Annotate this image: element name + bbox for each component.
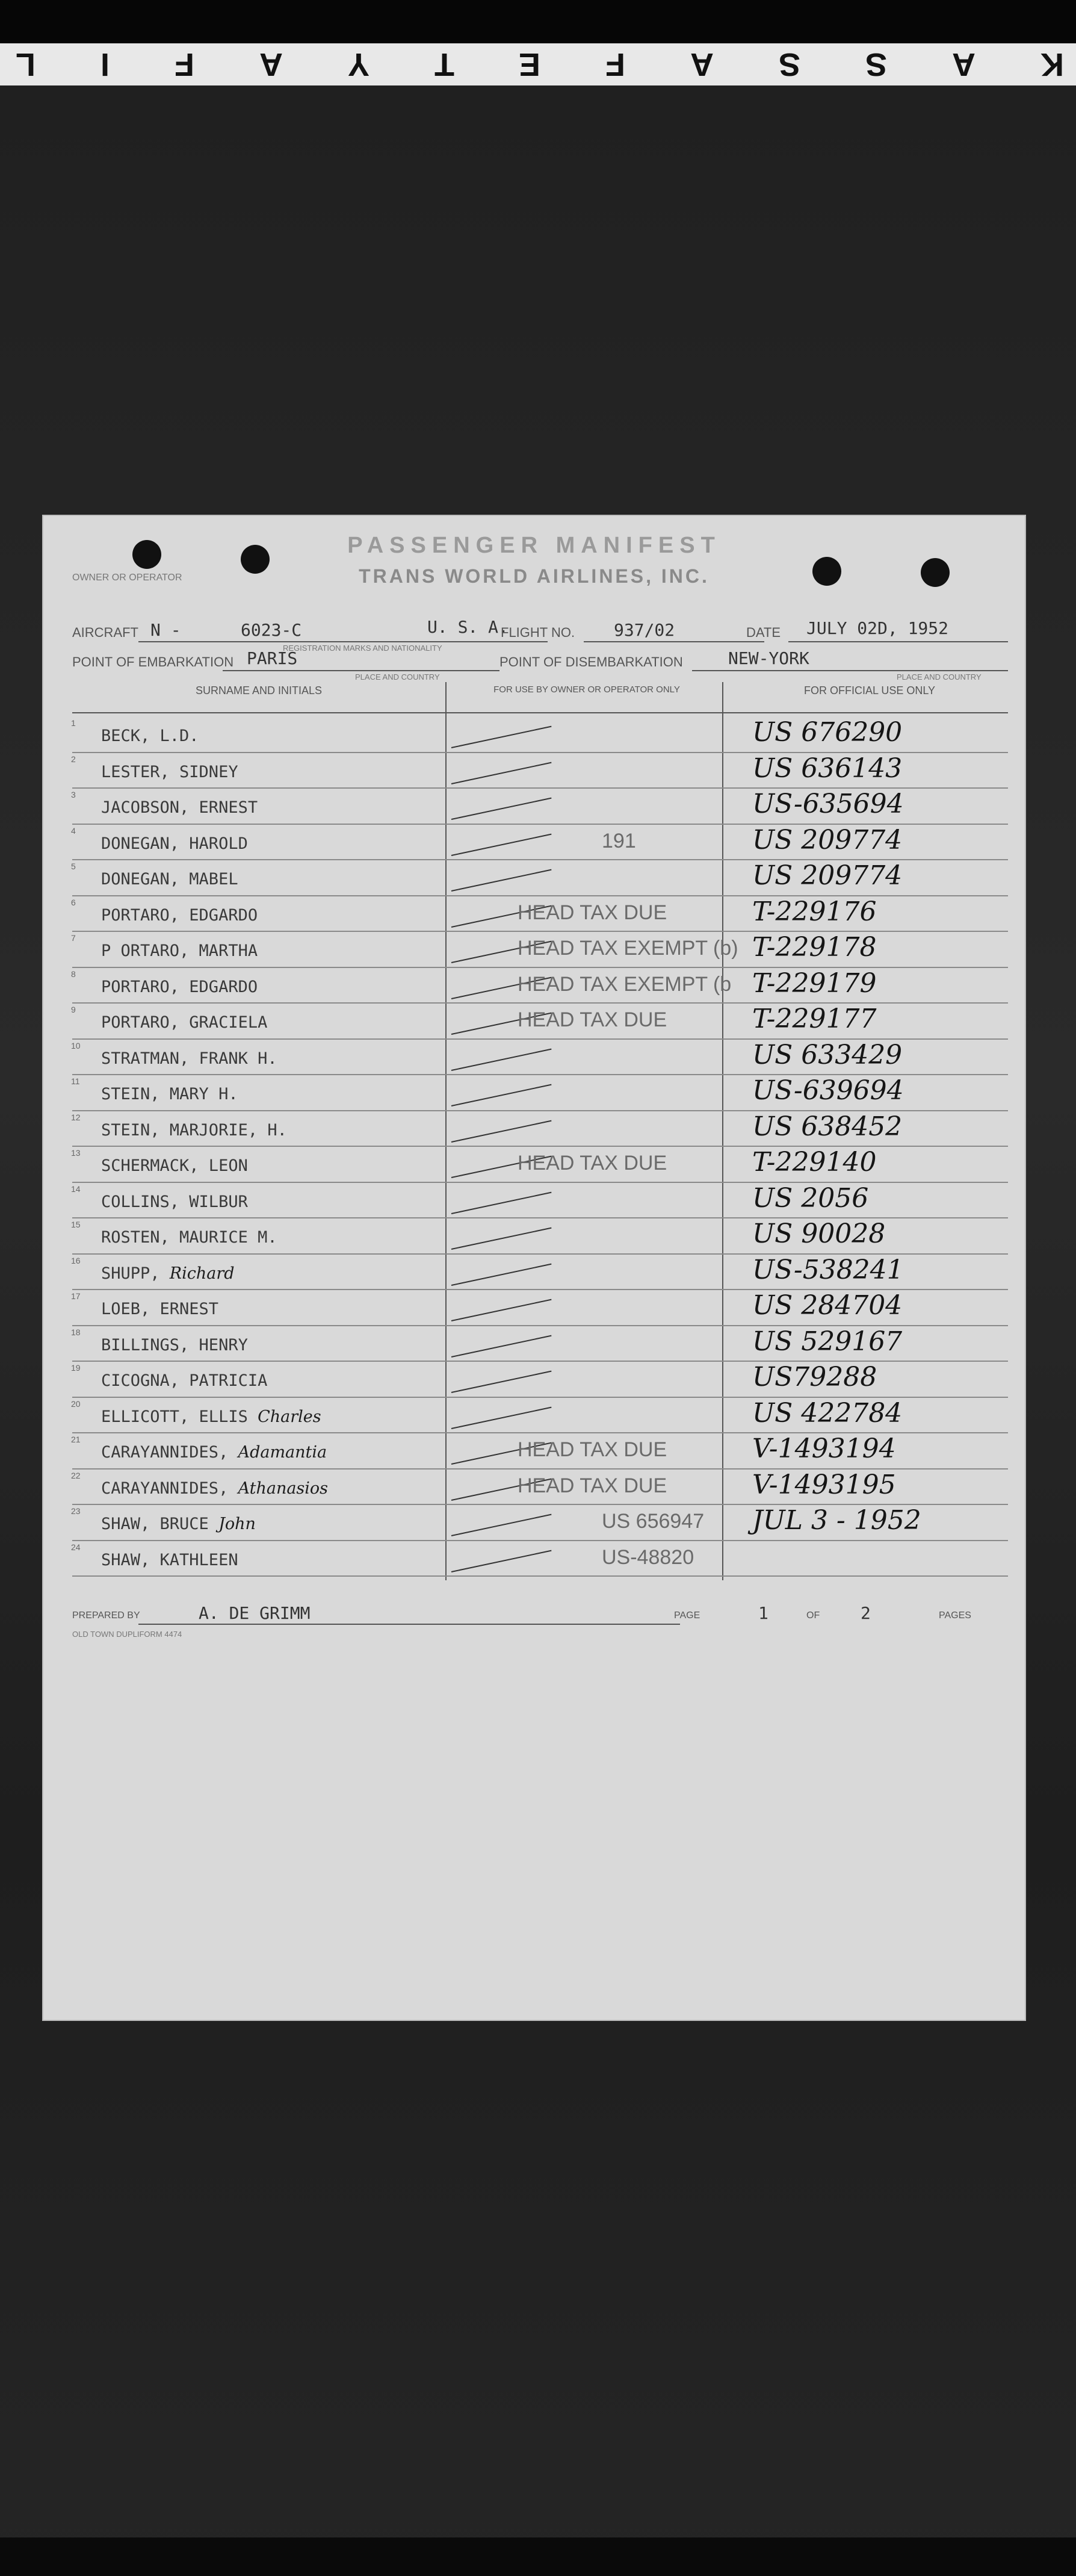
- passenger-name-typed: LESTER, SIDNEY: [101, 762, 238, 781]
- passenger-name-typed: CARAYANNIDES,: [101, 1479, 238, 1498]
- prepared-by: A. DE GRIMM: [199, 1603, 311, 1623]
- film-strip-letter: F: [170, 46, 194, 82]
- passenger-name: [101, 1515, 256, 1533]
- film-strip-letter: S: [775, 46, 801, 82]
- check-mark: [451, 869, 552, 892]
- airline-name: TRANS WORLD AIRLINES, INC.: [359, 565, 710, 587]
- passenger-name: [101, 763, 238, 781]
- date-value: JULY 02D, 1952: [806, 618, 949, 638]
- row-number: 7: [71, 933, 76, 943]
- official-number: US-635694: [752, 789, 904, 819]
- official-number: US 90028: [752, 1218, 886, 1249]
- passenger-name: [101, 978, 258, 996]
- passenger-name: [101, 1193, 248, 1211]
- check-mark: [451, 1120, 552, 1142]
- owner-note: HEAD TAX DUE: [518, 1474, 667, 1497]
- date-label: DATE: [746, 625, 781, 640]
- row-number: 4: [71, 825, 76, 836]
- official-number: US 638452: [752, 1111, 903, 1142]
- embark-label: POINT OF EMBARKATION: [72, 654, 234, 669]
- official-number: US 2056: [752, 1182, 869, 1214]
- check-mark: [451, 1227, 552, 1250]
- official-number: T-229178: [752, 932, 877, 963]
- column-divider: [722, 682, 723, 1580]
- check-mark: [451, 1335, 552, 1357]
- embark-value: PARIS: [247, 648, 298, 668]
- passenger-name: [101, 1300, 218, 1318]
- disembark-underline: [692, 670, 1008, 671]
- passenger-name-typed: ROSTEN, MAURICE M.: [101, 1228, 277, 1247]
- row-rule: [72, 1540, 1008, 1541]
- row-number: 23: [71, 1506, 81, 1516]
- passenger-name: [101, 1371, 267, 1390]
- passenger-name-typed: PORTARO, GRACIELA: [101, 1013, 268, 1032]
- passenger-name-typed: LOEB, ERNEST: [101, 1300, 219, 1318]
- passenger-name: [101, 906, 258, 925]
- prepared-label: PREPARED BY: [72, 1610, 140, 1621]
- check-mark: [451, 1084, 552, 1106]
- row-number: 9: [71, 1005, 76, 1014]
- passenger-table: [72, 682, 1008, 1580]
- row-number: 8: [71, 969, 76, 979]
- passenger-name: [101, 1085, 238, 1103]
- film-strip-letter: Y: [344, 46, 369, 82]
- film-edge-strip: [0, 43, 1076, 85]
- manifest-page: [42, 515, 1026, 2021]
- row-number: 2: [71, 754, 76, 764]
- check-mark: [451, 1550, 552, 1572]
- row-number: 6: [71, 897, 76, 907]
- official-number: US 636143: [752, 753, 903, 784]
- disembark-value: NEW-YORK: [728, 648, 809, 668]
- passenger-name-typed: ELLICOTT, ELLIS: [101, 1407, 258, 1426]
- official-number: US-639694: [752, 1075, 904, 1106]
- flight-label: FLIGHT NO.: [501, 625, 575, 640]
- official-number: US 209774: [752, 860, 903, 891]
- row-number: 21: [71, 1435, 81, 1444]
- aircraft-prefix: N -: [150, 620, 181, 640]
- official-number: JUL 3 - 1952: [752, 1505, 921, 1536]
- row-number: 15: [71, 1220, 81, 1229]
- film-strip-letter: A: [948, 46, 976, 82]
- official-number: US 284704: [752, 1290, 903, 1321]
- film-border-top: [0, 0, 1076, 43]
- official-number: US 676290: [752, 717, 903, 748]
- film-strip-letter: L: [12, 46, 36, 82]
- passenger-name: [101, 1407, 321, 1426]
- row-number: 18: [71, 1327, 81, 1337]
- check-mark: [451, 1048, 552, 1070]
- passenger-name: [101, 1479, 328, 1498]
- passenger-name: [101, 870, 238, 889]
- passenger-name-typed: BILLINGS, HENRY: [101, 1335, 248, 1355]
- official-number: US 633429: [752, 1039, 903, 1070]
- official-number: US 209774: [752, 824, 903, 855]
- row-number: 1: [71, 718, 76, 728]
- registry-value: U. S. A.: [427, 617, 509, 637]
- official-number: V-1493195: [752, 1469, 896, 1500]
- passenger-name-typed: COLLINS, WILBUR: [101, 1192, 248, 1211]
- passenger-name: [101, 834, 248, 853]
- check-mark: [451, 798, 552, 820]
- passenger-name: [101, 1121, 287, 1140]
- header-rule: [72, 712, 1008, 713]
- official-number: T-229179: [752, 967, 877, 999]
- owner-note: US 656947: [602, 1510, 705, 1533]
- check-mark: [451, 833, 552, 855]
- passenger-name-typed: BECK, L.D.: [101, 727, 199, 745]
- column-divider: [445, 682, 447, 1580]
- registry-caption: REGISTRATION MARKS AND NATIONALITY: [283, 644, 442, 653]
- passenger-name-typed: DONEGAN, MABEL: [101, 870, 238, 889]
- date-underline: [788, 641, 1008, 642]
- passenger-name-typed: SHAW, KATHLEEN: [101, 1550, 238, 1569]
- check-mark: [451, 1371, 552, 1393]
- check-mark: [451, 726, 552, 748]
- passenger-name-typed: P ORTARO, MARTHA: [101, 942, 258, 960]
- row-number: 22: [71, 1470, 81, 1480]
- header-name: SURNAME AND INITIALS: [195, 684, 323, 697]
- passenger-name: [101, 1264, 235, 1283]
- film-strip-letter: A: [255, 46, 283, 82]
- check-mark: [451, 1263, 552, 1285]
- official-number: T-229176: [752, 896, 877, 927]
- passenger-name: [101, 1156, 248, 1175]
- passenger-name-typed: CARAYANNIDES,: [101, 1443, 238, 1462]
- disembark-label: POINT OF DISEMBARKATION: [499, 654, 683, 669]
- owner-label: OWNER OR OPERATOR: [72, 573, 182, 583]
- owner-note: HEAD TAX DUE: [518, 1152, 667, 1175]
- disembark-caption: PLACE AND COUNTRY: [897, 672, 982, 681]
- header-official: FOR OFFICIAL USE ONLY: [803, 684, 936, 697]
- passenger-name-handwritten: Athanasios: [238, 1479, 329, 1498]
- row-number: 11: [71, 1076, 80, 1086]
- flight-underline: [584, 641, 764, 642]
- film-strip-letter: A: [687, 46, 714, 82]
- official-number: US 422784: [752, 1397, 903, 1429]
- check-mark: [451, 1299, 552, 1321]
- film-border-bottom: [0, 2537, 1076, 2576]
- film-strip-letter: S: [862, 46, 888, 82]
- passenger-name-handwritten: Adamantia: [238, 1443, 327, 1462]
- passenger-name-typed: PORTARO, EDGARDO: [101, 977, 258, 996]
- film-strip-letter: F: [602, 46, 626, 82]
- row-number: 13: [71, 1148, 81, 1158]
- printer-mark: OLD TOWN DUPLIFORM 4474: [72, 1630, 182, 1639]
- official-number: T-229140: [752, 1147, 877, 1178]
- official-number: US-538241: [752, 1254, 904, 1285]
- row-rule: [72, 1575, 1008, 1577]
- passenger-name-typed: PORTARO, EDGARDO: [101, 905, 258, 925]
- passenger-name-typed: STRATMAN, FRANK H.: [101, 1049, 277, 1068]
- pages-label: PAGES: [939, 1610, 971, 1621]
- row-number: 10: [71, 1040, 81, 1051]
- passenger-name: [101, 1336, 248, 1355]
- passenger-name-typed: CICOGNA, PATRICIA: [101, 1371, 268, 1390]
- owner-note: 191: [602, 829, 636, 852]
- official-number: T-229177: [752, 1004, 877, 1034]
- passenger-name: [101, 1013, 267, 1032]
- embark-underline: [223, 670, 499, 671]
- page-label: PAGE: [674, 1610, 700, 1621]
- passenger-name-typed: SHAW, BRUCE: [101, 1515, 219, 1533]
- row-number: 16: [71, 1255, 81, 1265]
- passenger-name-typed: SCHERMACK, LEON: [101, 1156, 248, 1175]
- aircraft-underline: [138, 641, 548, 642]
- owner-note: US-48820: [602, 1545, 694, 1569]
- header-owner: FOR USE BY OWNER OR OPERATOR ONLY: [493, 684, 680, 695]
- official-number: US79288: [752, 1362, 877, 1392]
- passenger-name-typed: STEIN, MARY H.: [101, 1085, 238, 1103]
- check-mark: [451, 1406, 552, 1429]
- row-number: 17: [71, 1291, 81, 1301]
- passenger-name-handwritten: John: [218, 1515, 256, 1533]
- owner-note: HEAD TAX DUE: [518, 901, 667, 924]
- row-number: 24: [71, 1542, 81, 1552]
- embark-caption: PLACE AND COUNTRY: [355, 672, 440, 681]
- page-number: 1: [758, 1603, 768, 1623]
- passenger-name-handwritten: Charles: [258, 1407, 321, 1426]
- owner-note: HEAD TAX DUE: [518, 1008, 667, 1031]
- official-number: V-1493194: [752, 1433, 896, 1464]
- row-number: 12: [71, 1112, 81, 1122]
- owner-note: HEAD TAX DUE: [518, 1438, 667, 1461]
- of-label: OF: [806, 1610, 820, 1621]
- row-number: 5: [71, 861, 76, 871]
- passenger-name-typed: JACOBSON, ERNEST: [101, 798, 258, 817]
- passenger-name: [101, 798, 258, 817]
- row-number: 14: [71, 1184, 81, 1194]
- owner-note: HEAD TAX EXEMPT (b): [518, 937, 738, 960]
- passenger-name-typed: SHUPP,: [101, 1264, 170, 1283]
- passenger-name: [101, 727, 199, 745]
- passenger-name-typed: STEIN, MARJORIE, H.: [101, 1120, 287, 1140]
- passenger-name-typed: DONEGAN, HAROLD: [101, 834, 248, 853]
- owner-note: HEAD TAX EXEMPT (b: [518, 972, 732, 996]
- prepared-underline: [138, 1624, 680, 1625]
- row-number: 3: [71, 790, 76, 799]
- flight-number: 937/02: [614, 620, 675, 640]
- check-mark: [451, 1514, 552, 1536]
- passenger-name: [101, 1228, 277, 1247]
- passenger-name-handwritten: Richard: [169, 1264, 235, 1283]
- aircraft-number: 6023-C: [241, 620, 302, 640]
- aircraft-label: AIRCRAFT: [72, 625, 138, 640]
- row-number: 20: [71, 1398, 81, 1409]
- total-pages: 2: [861, 1603, 871, 1623]
- passenger-name: [101, 1551, 238, 1569]
- passenger-name: [101, 1049, 277, 1068]
- check-mark: [451, 1191, 552, 1214]
- film-strip-letter: I: [96, 46, 110, 82]
- row-number: 19: [71, 1363, 81, 1373]
- check-mark: [451, 762, 552, 784]
- film-strip-letter: T: [430, 46, 454, 82]
- passenger-name: [101, 1443, 327, 1462]
- passenger-name: [101, 942, 258, 960]
- film-strip-letter: E: [515, 46, 541, 82]
- manifest-title: PASSENGER MANIFEST: [347, 533, 721, 558]
- film-strip-letter: K: [1036, 46, 1064, 82]
- official-number: US 529167: [752, 1326, 903, 1357]
